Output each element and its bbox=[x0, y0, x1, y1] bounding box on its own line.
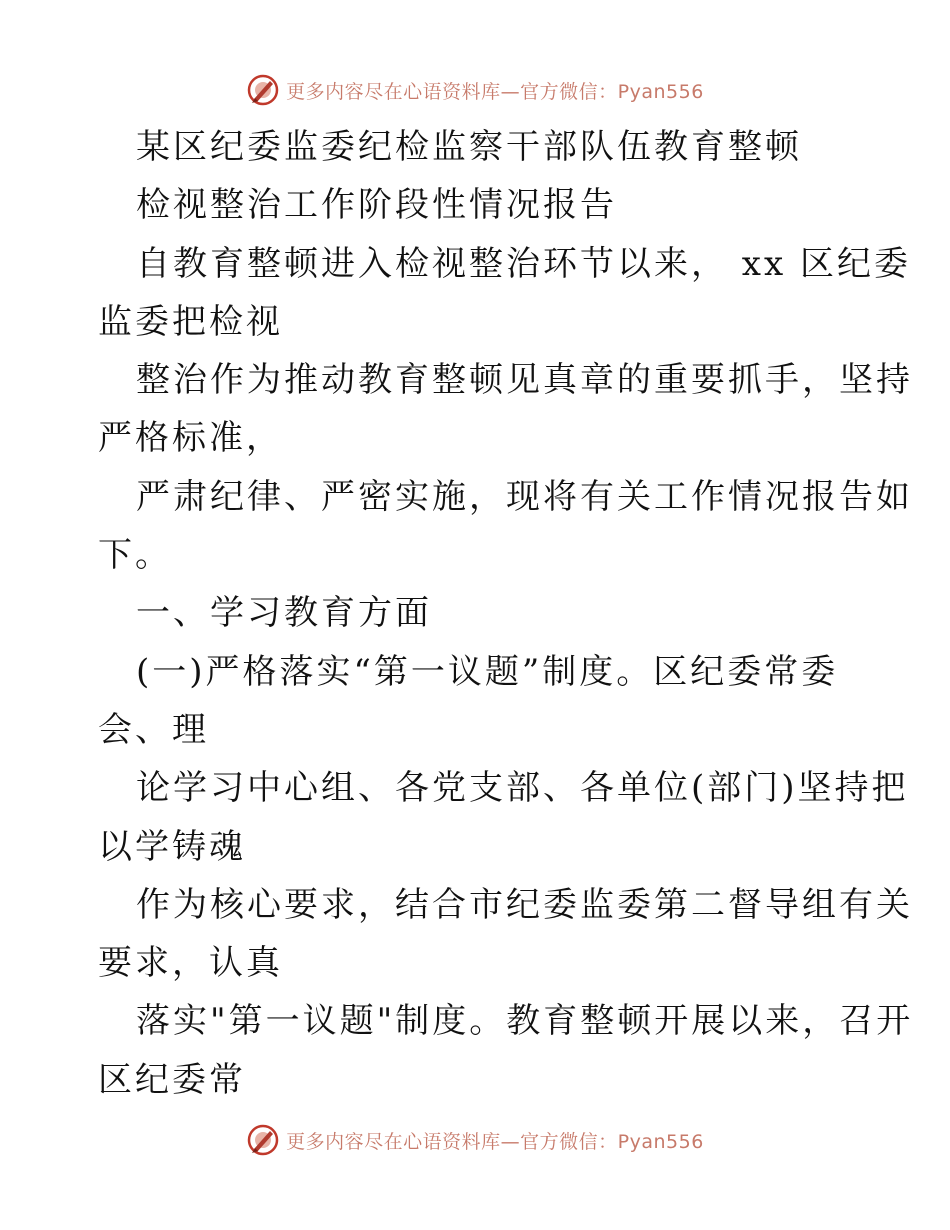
text-line: 自教育整顿进入检视整治环节以来， xx 区纪委 bbox=[136, 243, 911, 284]
pen-logo-icon bbox=[246, 1123, 280, 1157]
text-line: 论学习中心组、各党支部、各单位(部门)坚持把 bbox=[136, 768, 909, 809]
text-line: 会、理 bbox=[98, 709, 209, 750]
text-line: (一)严格落实“第一议题”制度。区纪委常委 bbox=[136, 651, 839, 692]
watermark-header bbox=[0, 70, 950, 110]
text-line: 下。 bbox=[98, 535, 172, 576]
text-line: 落实"第一议题"制度。教育整顿开展以来，召开 bbox=[136, 1001, 914, 1042]
text-line: 要求，认真 bbox=[98, 943, 283, 984]
text-line: 作为核心要求，结合市纪委监委第二督导组有关 bbox=[136, 884, 913, 925]
watermark-text: 更多内容尽在心语资料库—官方微信：Pyan556 bbox=[286, 1130, 704, 1153]
document-body bbox=[98, 118, 914, 1109]
text-line: 严肃纪律、严密实施，现将有关工作情况报告如 bbox=[136, 476, 913, 517]
watermark-text: 更多内容尽在心语资料库—官方微信：Pyan556 bbox=[286, 80, 704, 103]
text-line: 一、学习教育方面 bbox=[136, 593, 432, 634]
text-line: 监委把检视 bbox=[98, 301, 283, 342]
text-line: 整治作为推动教育整顿见真章的重要抓手，坚持 bbox=[136, 360, 913, 401]
text-line: 检视整治工作阶段性情况报告 bbox=[136, 185, 617, 226]
text-line: 严格标准， bbox=[98, 418, 283, 459]
pen-logo-icon bbox=[246, 73, 280, 107]
watermark-footer bbox=[0, 1120, 950, 1160]
text-line: 某区纪委监委纪检监察干部队伍教育整顿 bbox=[136, 127, 802, 167]
text-line: 以学铸魂 bbox=[98, 826, 246, 867]
text-line: 区纪委常 bbox=[98, 1059, 246, 1100]
